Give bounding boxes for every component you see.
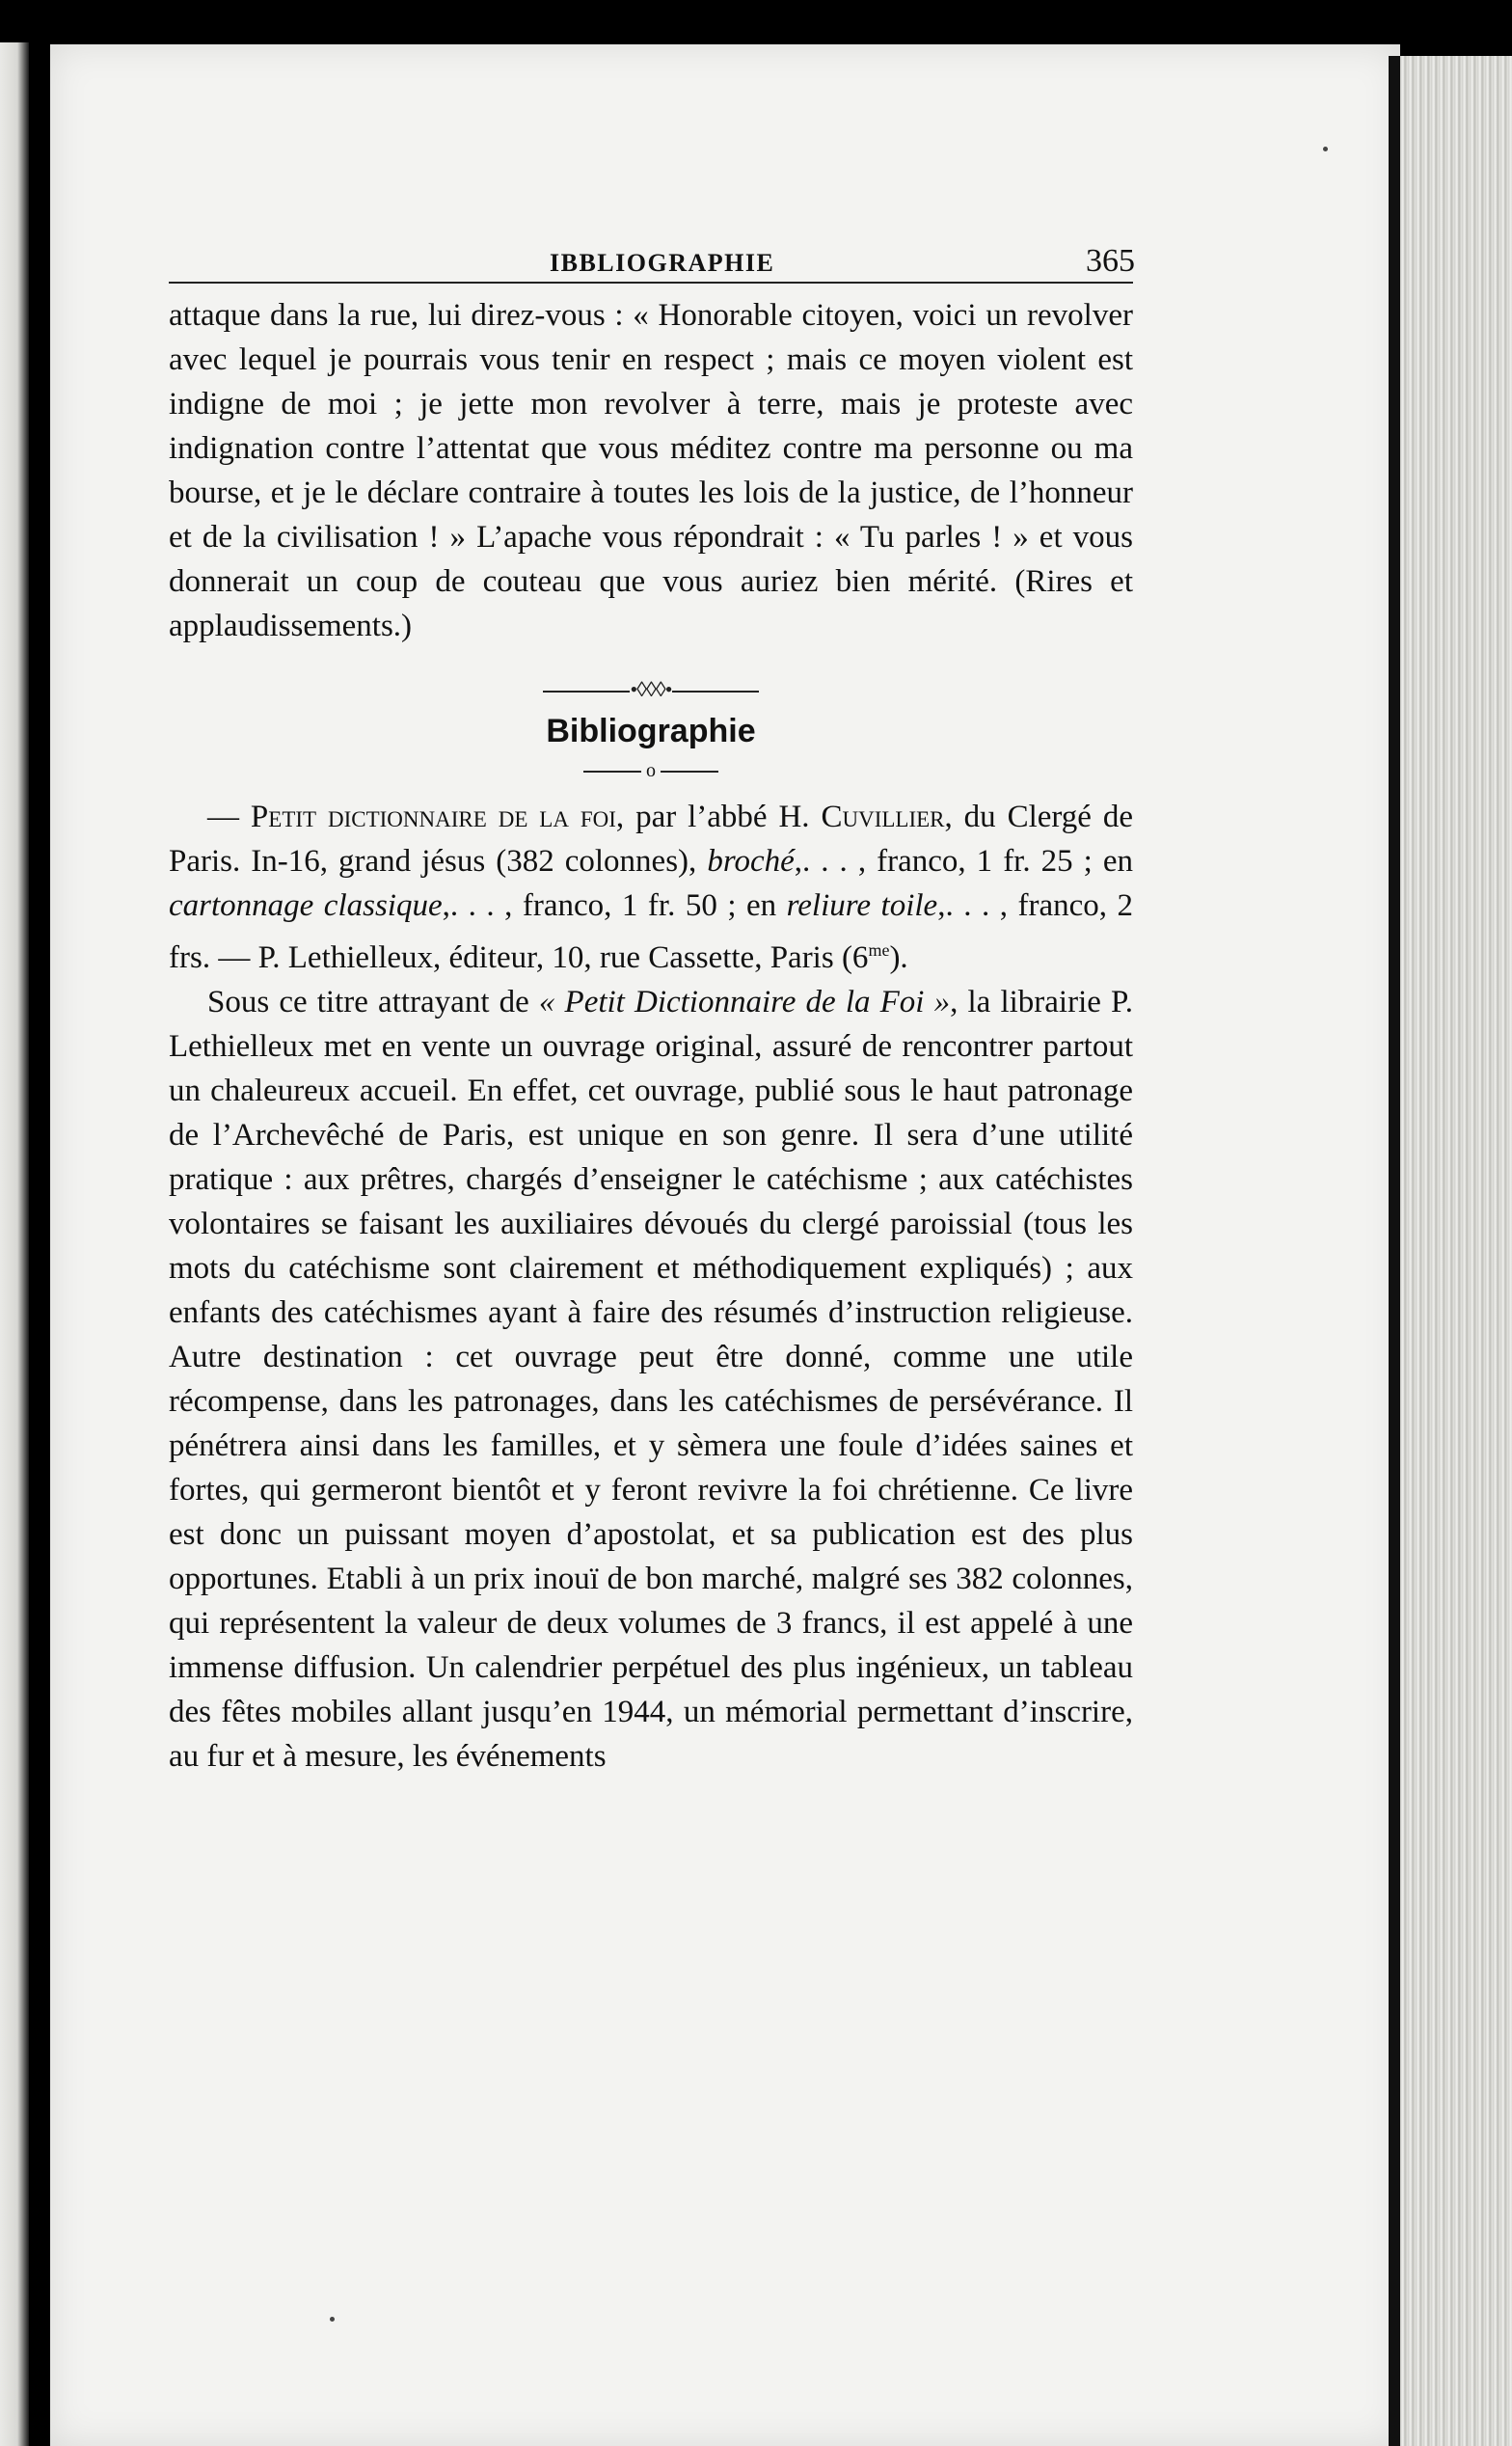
section-divider: o — [169, 756, 1133, 785]
review-paragraph: Sous ce titre attrayant de « Petit Dictionnaire de la Foi », la librairie P. Lethielleux met en vente un ouvrage original, assuré de rencontrer partout un chaleureux accueil. En effet, cet ouvrage, publié sous le haut patronage de l’Archevêché de Paris, est unique en son genre. Il sera d’une utilité pratique : aux prêtres, chargés d’enseigner le catéchisme ; aux catéchistes volontaires se faisant les auxiliaires dévoués du clergé paroissial (tous les mots du catéchisme sont clairement et méthodiquement expliqués) ; aux enfants des catéchismes ayant à faire des résumés d’instruction religieuse. Autre destination : cet ouvrage peut être donné, comme une utile récompense, dans les patronages, dans les catéchismes de persévérance. Il pénétrera ainsi dans les familles, et y sèmera une foule d’idées saines et fortes, qui germeront bientôt et y feront revivre la foi chrétienne. Ce livre est donc un puissant moyen d’apostolat, et sa publication est des plus opportunes. Etabli à un prix inouï de bon marché, malgré ses 382 colonnes, qui représentent la valeur de deux volumes de 3 francs, il est appelé à une immense diffusion. Un calendrier perpétuel des plus ingénieux, un tableau des fêtes mobiles allant jusqu’en 1944, un mémorial permettant d’inscrire, au fur et à mesure, les événements — [169, 985, 1133, 1774]
book-title: Petit dictionnaire de la foi — [250, 800, 616, 834]
page-number: 365 — [1086, 243, 1135, 279]
page-content — [169, 231, 1133, 1779]
continuation-paragraph: attaque dans la rue, lui direz-vous : « Honorable citoyen, voici un revolver avec lequel je pourrais vous tenir en respect ; mais ce moyen violent est indigne de moi ; je jette mon revolver à terre, mais je proteste avec indignation contre l’attentat que vous méditez contre ma personne ou ma bourse, et je le déclare contraire à toutes les lois de la justice, de l’honneur et de la civilisation ! » L’apache vous répondrait : « Tu parles ! » et vous donnerait un coup de couteau que vous auriez bien mérité. (Rires et applaudissements.) — [169, 298, 1133, 643]
adjacent-page-edge — [0, 42, 29, 2446]
section-ornament: •◊◊◊• — [169, 677, 1133, 702]
section-title: Bibliographie — [546, 713, 756, 749]
speck — [330, 2317, 335, 2322]
review-book-title: « Petit Dictionnaire de la Foi » — [538, 985, 951, 1019]
speck — [1323, 147, 1328, 151]
running-title: IBBLIOGRAPHIE — [550, 249, 775, 277]
stacked-page-edges — [1400, 56, 1512, 2446]
bibliography-entry: — Petit dictionnaire de la foi, par l’abbé H. Cuvillier, du Clergé de Paris. In-16, grand jésus (382 colonnes), broché,. . . , franco, 1 fr. 25 ; en cartonnage classique,. . . , franco, 1 fr. 50 ; en reliure toile,. . . , franco, 2 frs. — P. Lethielleux, éditeur, 10, rue Cassette, Paris $(6^{me})$. — [169, 800, 1134, 975]
header-rule — [169, 282, 1133, 284]
page-header — [169, 231, 1133, 282]
book-author: Cuvillier — [821, 800, 945, 834]
